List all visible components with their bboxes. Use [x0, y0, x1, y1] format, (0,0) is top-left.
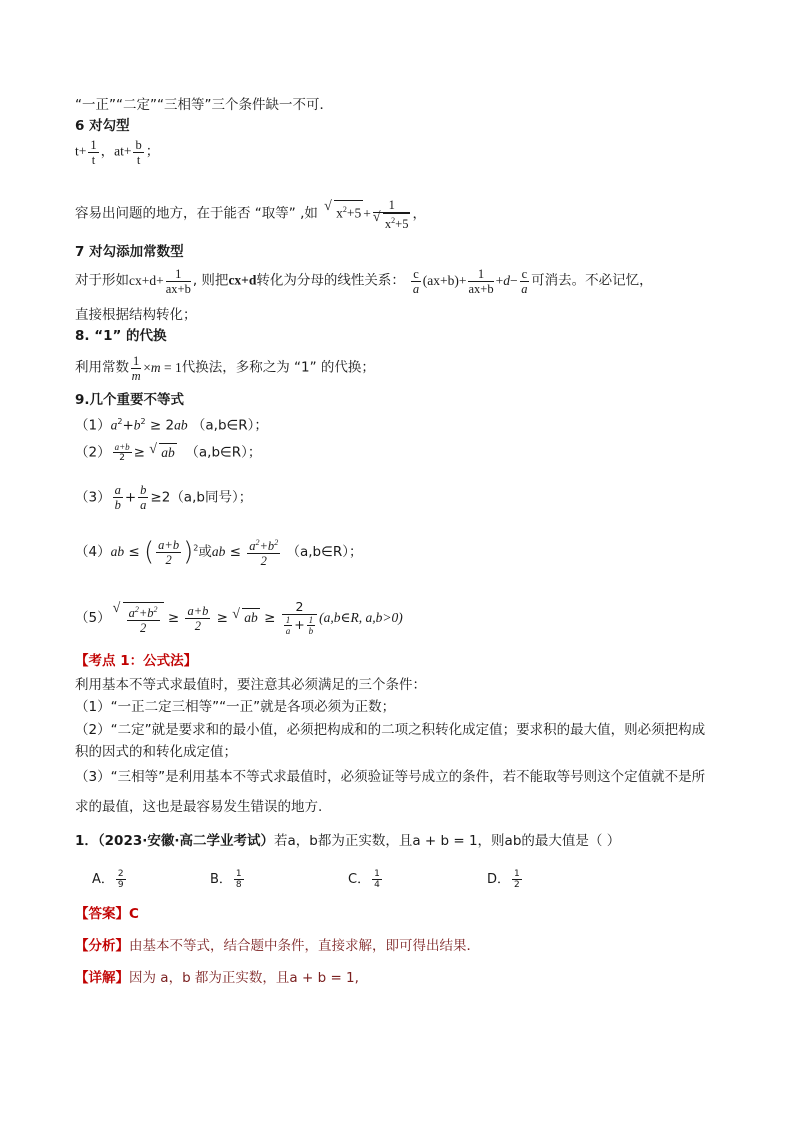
- section-9-title: 9.几个重要不等式: [75, 392, 185, 408]
- section-7-line2: 直接根据结构转化；: [75, 307, 197, 323]
- inequality-3-cond: （a,b同号）；: [170, 489, 253, 506]
- kaodian-condition-1: （1）“一正二定三相等”“一正”就是各项必须为正数；: [75, 699, 396, 715]
- section-7-line: [75, 267, 653, 296]
- option-b-num: 1: [235, 869, 242, 879]
- option-c-den: 4: [374, 880, 380, 890]
- inequality-2-num: （2）: [75, 444, 111, 461]
- option-d[interactable]: [487, 868, 524, 890]
- question-number: 1．: [75, 833, 98, 849]
- inequality-1-cond: （a,b∈R）；: [191, 417, 268, 434]
- section-6-note: [75, 198, 426, 231]
- option-a-letter: A．: [92, 872, 114, 887]
- detail-row: [75, 969, 359, 987]
- section-6-formula: t+ $\frac{1}{t}$ ，at+ $\frac{b}{t}$ ；: [75, 138, 160, 167]
- inequality-3: （3） $\frac{a}{b}$ + $\frac{b}{a}$ ≥2（a,b同号）；: [75, 483, 253, 512]
- section-8-text-b: 代换法，多称之为 “1” 的代换；: [181, 359, 375, 376]
- inequality-5-cond: (a,b∈R, a,b>0): [319, 610, 403, 625]
- kaodian-condition-3a: （3）“三相等”是利用基本不等式求最值时，必须验证等号成立的条件，若不能取等号则这个定值就不是所: [75, 769, 706, 785]
- inequality-3-num: （3）: [75, 489, 111, 506]
- inequality-5-num: （5）: [75, 610, 111, 626]
- section-7-bold: cx+d: [228, 272, 257, 288]
- option-b-den: 8: [235, 880, 242, 890]
- section-8-title: 8. “1” 的代换: [75, 328, 167, 344]
- kaodian-label: 【考点 1：公式法】: [75, 653, 198, 669]
- section-6-title: 6 对勾型: [75, 118, 130, 134]
- question-stem: 若a，b都为正实数，且a + b = 1，则ab的最大值是（ ）: [274, 833, 621, 849]
- section-7-text-b: , 则把: [192, 272, 229, 289]
- detail-text: 因为 a，b 都为正实数，且a + b = 1,: [129, 970, 359, 986]
- inequality-4-num: （4）: [75, 544, 111, 561]
- section-7-text-a: 对于形如: [75, 272, 129, 289]
- answer-label: 【答案】: [75, 906, 129, 922]
- section-6-example: √ $x^2+5$ + 1 √ $x^2+5$ ，: [322, 206, 426, 221]
- option-d-den: 2: [514, 880, 520, 890]
- option-b[interactable]: [210, 868, 246, 890]
- option-c-num: 1: [374, 869, 380, 879]
- kaodian-condition-3b: 求的最值，这也是最容易发生错误的地方.: [75, 799, 323, 815]
- answer-row: [75, 905, 139, 923]
- section-6-note-text: 容易出问题的地方，在于能否 “取等” ,如: [75, 205, 318, 222]
- section-7-title: 7 对勾添加常数型: [75, 244, 184, 260]
- section-8-line: [75, 354, 375, 383]
- detail-label: 【详解】: [75, 970, 129, 986]
- inequality-4: （4）ab ≤ ( $\frac{a+b}{2}$ )$^2$或ab ≤ $\frac{a^2+b^2}{2}$ （a,b∈R）；: [75, 537, 363, 569]
- option-d-letter: D．: [487, 872, 511, 887]
- answer-value: C: [129, 906, 139, 922]
- section-8-text-a: 利用常数: [75, 359, 129, 376]
- option-a-num: 2: [117, 869, 124, 879]
- section-7-expr: cx+d+ $\frac{1}{ax+b}$: [129, 267, 191, 296]
- inequality-1-num: （1）: [75, 417, 111, 434]
- inequality-5: （5） √ $\frac{a^2+b^2}{2}$ ≥ $\frac{a+b}{2}$ ≥ √ ab ≥ 2 $\frac{1}{a}$ + $\frac{1}{b}$ (a,b∈R, a,b>0): [75, 600, 403, 636]
- option-d-num: 1: [514, 869, 520, 879]
- option-c[interactable]: [348, 868, 384, 890]
- question-source: （2023·安徽·高二学业考试）: [97, 833, 274, 849]
- inequality-2: （2） $\frac{a+b}{2}$ ≥ √ ab （a,b∈R）；: [75, 442, 261, 463]
- analysis-text: 由基本不等式，结合题中条件，直接求解，即可得出结果．: [129, 938, 480, 954]
- kaodian-condition-2b: 积的因式的和转化成定值；: [75, 744, 237, 760]
- section-7-text-c: 转化为分母的线性关系：: [256, 272, 405, 289]
- analysis-label: 【分析】: [75, 938, 129, 954]
- kaodian-intro: 利用基本不等式求最值时，要注意其必须满足的三个条件：: [75, 677, 426, 693]
- option-b-letter: B．: [210, 872, 232, 887]
- option-a[interactable]: [92, 868, 128, 890]
- kaodian-condition-2a: （2）“二定”就是要求和的最小值，必须把构成和的二项之积转化成定值；要求积的最大值，则必须把构成: [75, 722, 706, 738]
- analysis-row: [75, 937, 480, 955]
- option-a-den: 9: [117, 880, 124, 890]
- section-8-expr: $\frac{1}{m}$ ×m = 1: [131, 354, 182, 383]
- inequality-2-cond: （a,b∈R）；: [185, 444, 262, 461]
- section-7-relation: $\frac{c}{a}$ (ax+b)+ $\frac{1}{ax+b}$ +d− $\frac{c}{a}$: [412, 267, 528, 296]
- inequality-4-cond: （a,b∈R）；: [286, 544, 363, 561]
- inequality-1: $(1)a^2+b^2 \ge 2ab$ （a,b∈R）；: [75, 417, 268, 434]
- intro-line: “一正”“二定”“三相等”三个条件缺一不可．: [75, 97, 333, 113]
- section-7-text-d: 可消去。不必记忆，: [531, 272, 653, 289]
- question-1: [75, 832, 620, 850]
- option-c-letter: C．: [348, 872, 371, 887]
